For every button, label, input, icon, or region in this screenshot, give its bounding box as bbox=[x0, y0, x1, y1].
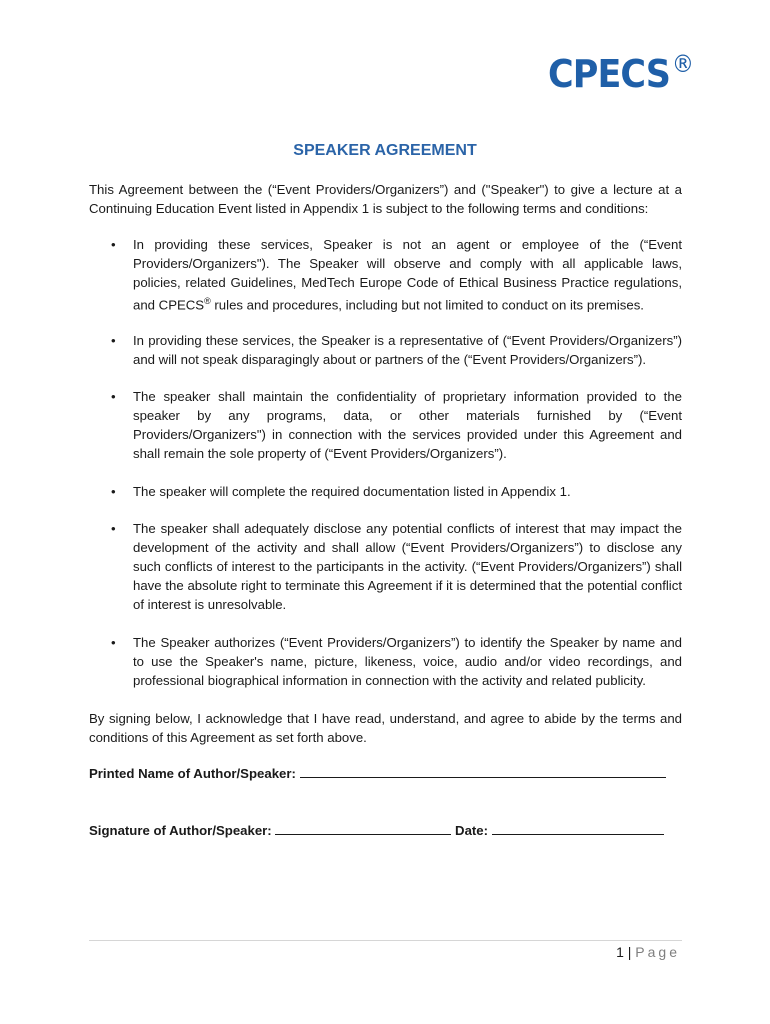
page-label: Page bbox=[635, 944, 680, 960]
signature-line[interactable] bbox=[275, 822, 451, 835]
bullet-list-2 bbox=[89, 331, 682, 369]
list-item-text-cont: rules and procedures, including but not limited to conduct on its premises. bbox=[210, 297, 644, 313]
list-item-text: The Speaker authorizes (“Event Providers/Organizers”) to identify the Speaker by name and to use the Speaker's name, picture, likeness, voice, audio and/or video recordings, and professional biographical information in connection with the activity and related publicity. bbox=[133, 635, 682, 688]
bullet-list-3 bbox=[89, 387, 682, 463]
list-item bbox=[89, 387, 682, 463]
page-number-value: 1 bbox=[616, 944, 624, 960]
bullet-marker: • bbox=[111, 333, 116, 348]
bullet-marker: • bbox=[111, 521, 116, 536]
cpecs-logo bbox=[548, 52, 693, 96]
bullet-marker: • bbox=[111, 635, 116, 650]
list-item-text: The speaker will complete the required documentation listed in Appendix 1. bbox=[133, 484, 571, 499]
printed-name-row bbox=[89, 765, 666, 781]
date-label: Date: bbox=[455, 823, 489, 838]
bullet-marker: • bbox=[111, 237, 116, 252]
signature-label: Signature of Author/Speaker: bbox=[89, 823, 272, 838]
list-item bbox=[89, 235, 682, 314]
page-separator: | bbox=[627, 944, 632, 960]
closing-paragraph: By signing below, I acknowledge that I have read, understand, and agree to abide by the terms and conditions of this Agreement as set forth above. bbox=[89, 711, 682, 745]
bullet-marker: • bbox=[111, 484, 116, 499]
bullet-list-6 bbox=[89, 633, 682, 690]
intro-paragraph: This Agreement between the (“Event Providers/Organizers”) and ("Speaker") to give a lecture at a Continuing Education Event listed in Appendix 1 is subject to the following terms and conditions: bbox=[89, 182, 682, 216]
registered-mark: ® bbox=[204, 296, 211, 306]
list-item bbox=[89, 482, 682, 501]
logo-text: CPECS bbox=[548, 52, 671, 96]
page-title: SPEAKER AGREEMENT bbox=[293, 142, 477, 159]
printed-name-line[interactable] bbox=[300, 765, 666, 778]
logo-registered-mark: ® bbox=[671, 50, 694, 78]
list-item-text: In providing these services, Speaker is not an agent or employee of the (“Event Providers/Organizers"). The Speaker will observe and comply with all applicable laws, policies, related Guidelines, MedTech Europe Code of Ethical Business Practice regulations, and CPECS bbox=[133, 237, 682, 313]
list-item-text: In providing these services, the Speaker is a representative of (“Event Providers/Organizers”) and will not speak disparagingly about or partners of the (“Event Providers/Organizers”). bbox=[133, 333, 682, 367]
date-line[interactable] bbox=[492, 822, 664, 835]
list-item-text: The speaker shall adequately disclose any potential conflicts of interest that may impact the development of the activity and shall allow (“Event Providers/Organizers”) to disclose any such conflicts of interest to the participants in the activity. (“Event Providers/Organizers”) shall have the absolute right to terminate this Agreement if it is determined that the potential conflict of interest is unresolvable. bbox=[133, 521, 682, 612]
list-item-text: The speaker shall maintain the confidentiality of proprietary information provided to the speaker by any programs, data, or other materials furnished by (“Event Providers/Organizers") in connection with the services provided under this Agreement and shall remain the sole property of (“Event Providers/Organizers”). bbox=[133, 389, 682, 461]
list-item bbox=[89, 331, 682, 369]
page-number bbox=[616, 944, 680, 960]
bullet-marker: • bbox=[111, 389, 116, 404]
bullet-list-4 bbox=[89, 482, 682, 501]
footer-divider bbox=[89, 940, 682, 941]
list-item bbox=[89, 519, 682, 614]
printed-name-label: Printed Name of Author/Speaker: bbox=[89, 766, 296, 781]
list-item bbox=[89, 633, 682, 690]
bullet-list-5 bbox=[89, 519, 682, 614]
signature-row bbox=[89, 822, 664, 838]
bullet-list-1 bbox=[89, 235, 682, 314]
